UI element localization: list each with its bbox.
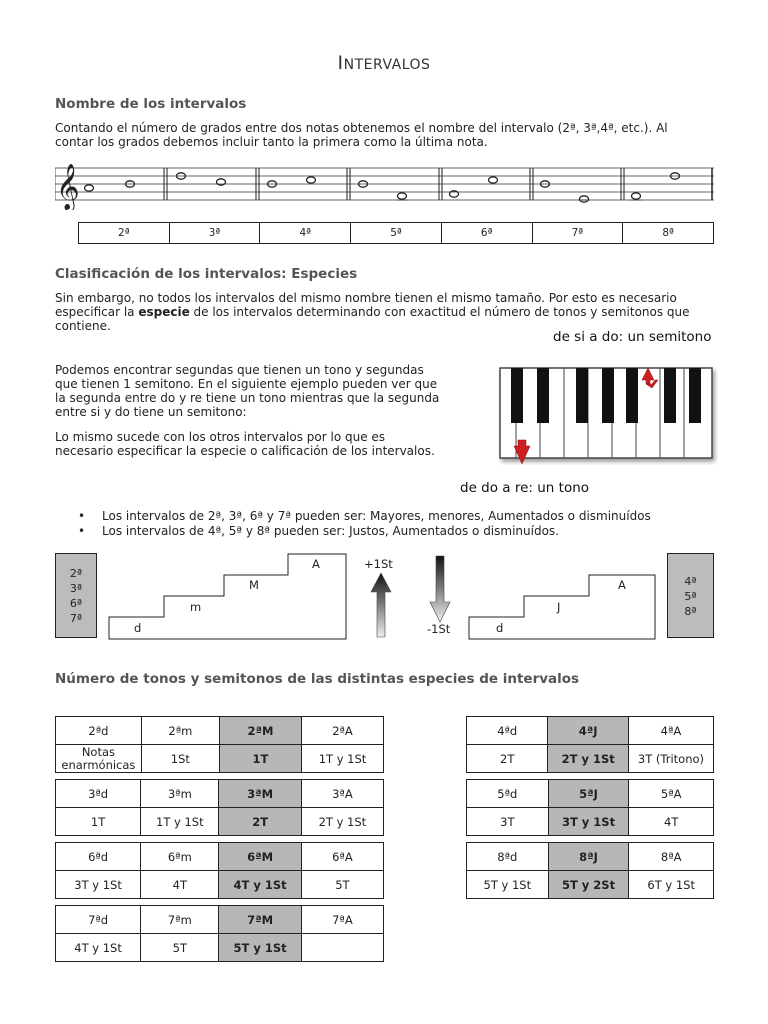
- section2-p1-line3: contiene.: [55, 319, 111, 333]
- table-cell: Notas enarmónicas: [56, 745, 142, 773]
- stair-label-d: d: [134, 621, 142, 635]
- table-cell: 1T: [56, 808, 141, 836]
- stair-label-m: m: [190, 600, 202, 614]
- treble-clef-icon: 𝄞: [56, 164, 80, 210]
- table-cell: 1T y 1St: [302, 745, 384, 773]
- table-cell: 2ªm: [141, 717, 219, 745]
- piano-keyboard-illustration: [498, 360, 718, 465]
- stair-label-M: M: [249, 578, 259, 592]
- table-row: [56, 906, 384, 934]
- box-item: 5ª: [684, 590, 697, 603]
- interval-names-row: [78, 222, 714, 244]
- table-cell: 5ªd: [467, 780, 549, 808]
- section-heading-clasificacion: Clasificación de los intervalos: Especies: [55, 266, 358, 282]
- p1-line2-post: de los intervalos determinando con exactitud el número de tonos y semitonos que: [189, 305, 690, 319]
- stair-label-A: A: [312, 557, 320, 571]
- table-cell: 4T: [629, 808, 714, 836]
- box-item: 8ª: [684, 605, 697, 618]
- bullet-list: [78, 509, 651, 539]
- interval-table-6th: [55, 842, 384, 899]
- interval-table-8th: [466, 842, 714, 899]
- left-species-box: [55, 553, 97, 638]
- table-cell: 3ªA: [301, 780, 383, 808]
- table-cell: 7ªm: [141, 906, 219, 934]
- table-cell: 2ªA: [302, 717, 384, 745]
- table-row: [56, 780, 384, 808]
- table-row: [56, 745, 384, 773]
- stair-label-d-right: d: [496, 621, 504, 635]
- table-cell: 3T: [467, 808, 549, 836]
- table-cell: 6ªA: [301, 843, 383, 871]
- table-cell: 4T y 1St: [56, 934, 141, 962]
- table-row: [56, 717, 384, 745]
- table-cell: 4ªA: [628, 717, 713, 745]
- table-cell: 3T (Tritono): [628, 745, 713, 773]
- table-cell-major: 7ªM: [219, 906, 301, 934]
- plus-semitone-label: +1St: [364, 557, 393, 571]
- table-cell: 8ªA: [629, 843, 714, 871]
- table-cell: 2T y 1St: [301, 808, 383, 836]
- table-cell: 2T: [467, 745, 548, 773]
- table-cell: 8ªd: [467, 843, 549, 871]
- table-cell: 2ªd: [56, 717, 142, 745]
- table-cell: 3ªd: [56, 780, 141, 808]
- table-cell: 5T: [141, 934, 219, 962]
- interval-table-2nd: [55, 716, 384, 773]
- interval-table-5th: [466, 779, 714, 836]
- table-cell: 3T y 1St: [56, 871, 141, 899]
- interval-cell: 4ª: [260, 223, 351, 243]
- table-row: [467, 808, 714, 836]
- section2-p2-line3: la segunda entre do y re tiene un tono mientras que la segunda: [55, 391, 440, 405]
- table-cell: 5T y 1St: [467, 871, 549, 899]
- table-cell-major: 5T y 1St: [219, 934, 301, 962]
- box-item: 4ª: [684, 575, 697, 588]
- table-cell: 6ªd: [56, 843, 141, 871]
- interval-table-3rd: [55, 779, 384, 836]
- table-cell-perfect: 5T y 2St: [548, 871, 629, 899]
- table-cell: 7ªA: [301, 906, 383, 934]
- p1-line2-pre: especificar la: [55, 305, 139, 319]
- interval-cell: 5ª: [351, 223, 442, 243]
- title-rest: NTERVALOS: [343, 57, 431, 73]
- table-row: [56, 871, 384, 899]
- box-item: 2ª: [69, 567, 83, 580]
- box-item: 3ª: [69, 582, 83, 595]
- table-cell: 7ªd: [56, 906, 141, 934]
- table-cell: 4ªd: [467, 717, 548, 745]
- table-cell-major: 2T: [219, 808, 301, 836]
- section-heading-nombre: Nombre de los intervalos: [55, 96, 247, 112]
- interval-table-4th: [466, 716, 714, 773]
- down-arrow-icon: [429, 555, 451, 623]
- table-cell: 5T: [301, 871, 383, 899]
- table-cell-perfect: 4ªJ: [548, 717, 629, 745]
- table-row: [467, 871, 714, 899]
- section2-p2-line2: que tienen 1 semitono. En el siguiente ejemplo pueden ver que: [55, 377, 438, 391]
- table-row: [56, 843, 384, 871]
- section2-p1-line1: Sin embargo, no todos los intervalos del mismo nombre tienen el mismo tamaño. Por esto es necesario: [55, 291, 677, 305]
- table-row: [56, 808, 384, 836]
- table-cell-major: 2ªM: [219, 717, 301, 745]
- box-item: 7ª: [69, 612, 83, 625]
- table-cell: 1St: [141, 745, 219, 773]
- interval-cell: 2ª: [79, 223, 170, 243]
- box-item: 6ª: [69, 597, 83, 610]
- table-cell-perfect: 2T y 1St: [548, 745, 629, 773]
- table-cell-major: 3ªM: [219, 780, 301, 808]
- table-cell-major: 4T y 1St: [219, 871, 301, 899]
- table-row: [467, 780, 714, 808]
- interval-cell: 6ª: [442, 223, 533, 243]
- table-cell: 3ªm: [141, 780, 219, 808]
- table-cell-major: 6ªM: [219, 843, 301, 871]
- music-staff: [55, 160, 715, 210]
- interval-cell: 8ª: [662, 227, 674, 239]
- interval-cell: 7ª: [533, 223, 624, 243]
- table-cell: 6ªm: [141, 843, 219, 871]
- table-cell: 4T: [141, 871, 219, 899]
- stair-label-A-right: A: [618, 578, 626, 592]
- table-cell: 6T y 1St: [629, 871, 714, 899]
- section-heading-numero: Número de tonos y semitonos de las distintas especies de intervalos: [55, 671, 580, 687]
- title-first-letter: I: [337, 52, 344, 74]
- table-cell: 5ªA: [629, 780, 714, 808]
- especie-bold: especie: [138, 305, 190, 319]
- piano-caption-tone: de do a re: un tono: [460, 480, 590, 496]
- piano-caption-semitone: de si a do: un semitono: [553, 329, 712, 345]
- table-cell: 1T y 1St: [141, 808, 219, 836]
- up-arrow-icon: [370, 572, 392, 638]
- interval-table-7th: [55, 905, 384, 962]
- stair-label-J: J: [557, 600, 561, 614]
- table-row: [467, 843, 714, 871]
- table-cell-major: 1T: [219, 745, 301, 773]
- bullet-item: • Los intervalos de 4ª, 5ª y 8ª pueden ser: Justos, Aumentados o disminuídos.: [78, 524, 651, 539]
- table-cell: [301, 934, 383, 962]
- section2-p1-line2: [55, 305, 690, 320]
- table-cell-perfect: 3T y 1St: [548, 808, 629, 836]
- section2-p3-line1: Lo mismo sucede con los otros intervalos por lo que es: [55, 430, 386, 444]
- section1-text-line2: contar los grados debemos incluir tanto la primera como la última nota.: [55, 135, 488, 149]
- section2-p3-line2: necesario especificar la especie o calificación de los intervalos.: [55, 444, 435, 458]
- minus-semitone-label: -1St: [427, 622, 451, 636]
- table-row: [467, 717, 714, 745]
- table-row: [56, 934, 384, 962]
- table-cell-perfect: 8ªJ: [548, 843, 629, 871]
- page-title: [0, 52, 768, 74]
- table-cell-perfect: 5ªJ: [548, 780, 629, 808]
- right-species-box: [667, 553, 714, 638]
- section2-p2-line1: Podemos encontrar segundas que tienen un tono y segundas: [55, 363, 424, 377]
- bullet-item: • Los intervalos de 2ª, 3ª, 6ª y 7ª pueden ser: Mayores, menores, Aumentados o disminuídos: [78, 509, 651, 524]
- section2-p2-line4: entre si y do tiene un semitono:: [55, 405, 247, 419]
- section1-text-line1: Contando el número de grados entre dos notas obtenemos el nombre del intervalo (2ª, 3ª,4ª, etc.). Al: [55, 121, 668, 135]
- interval-cell: 3ª: [170, 223, 261, 243]
- table-row: [467, 745, 714, 773]
